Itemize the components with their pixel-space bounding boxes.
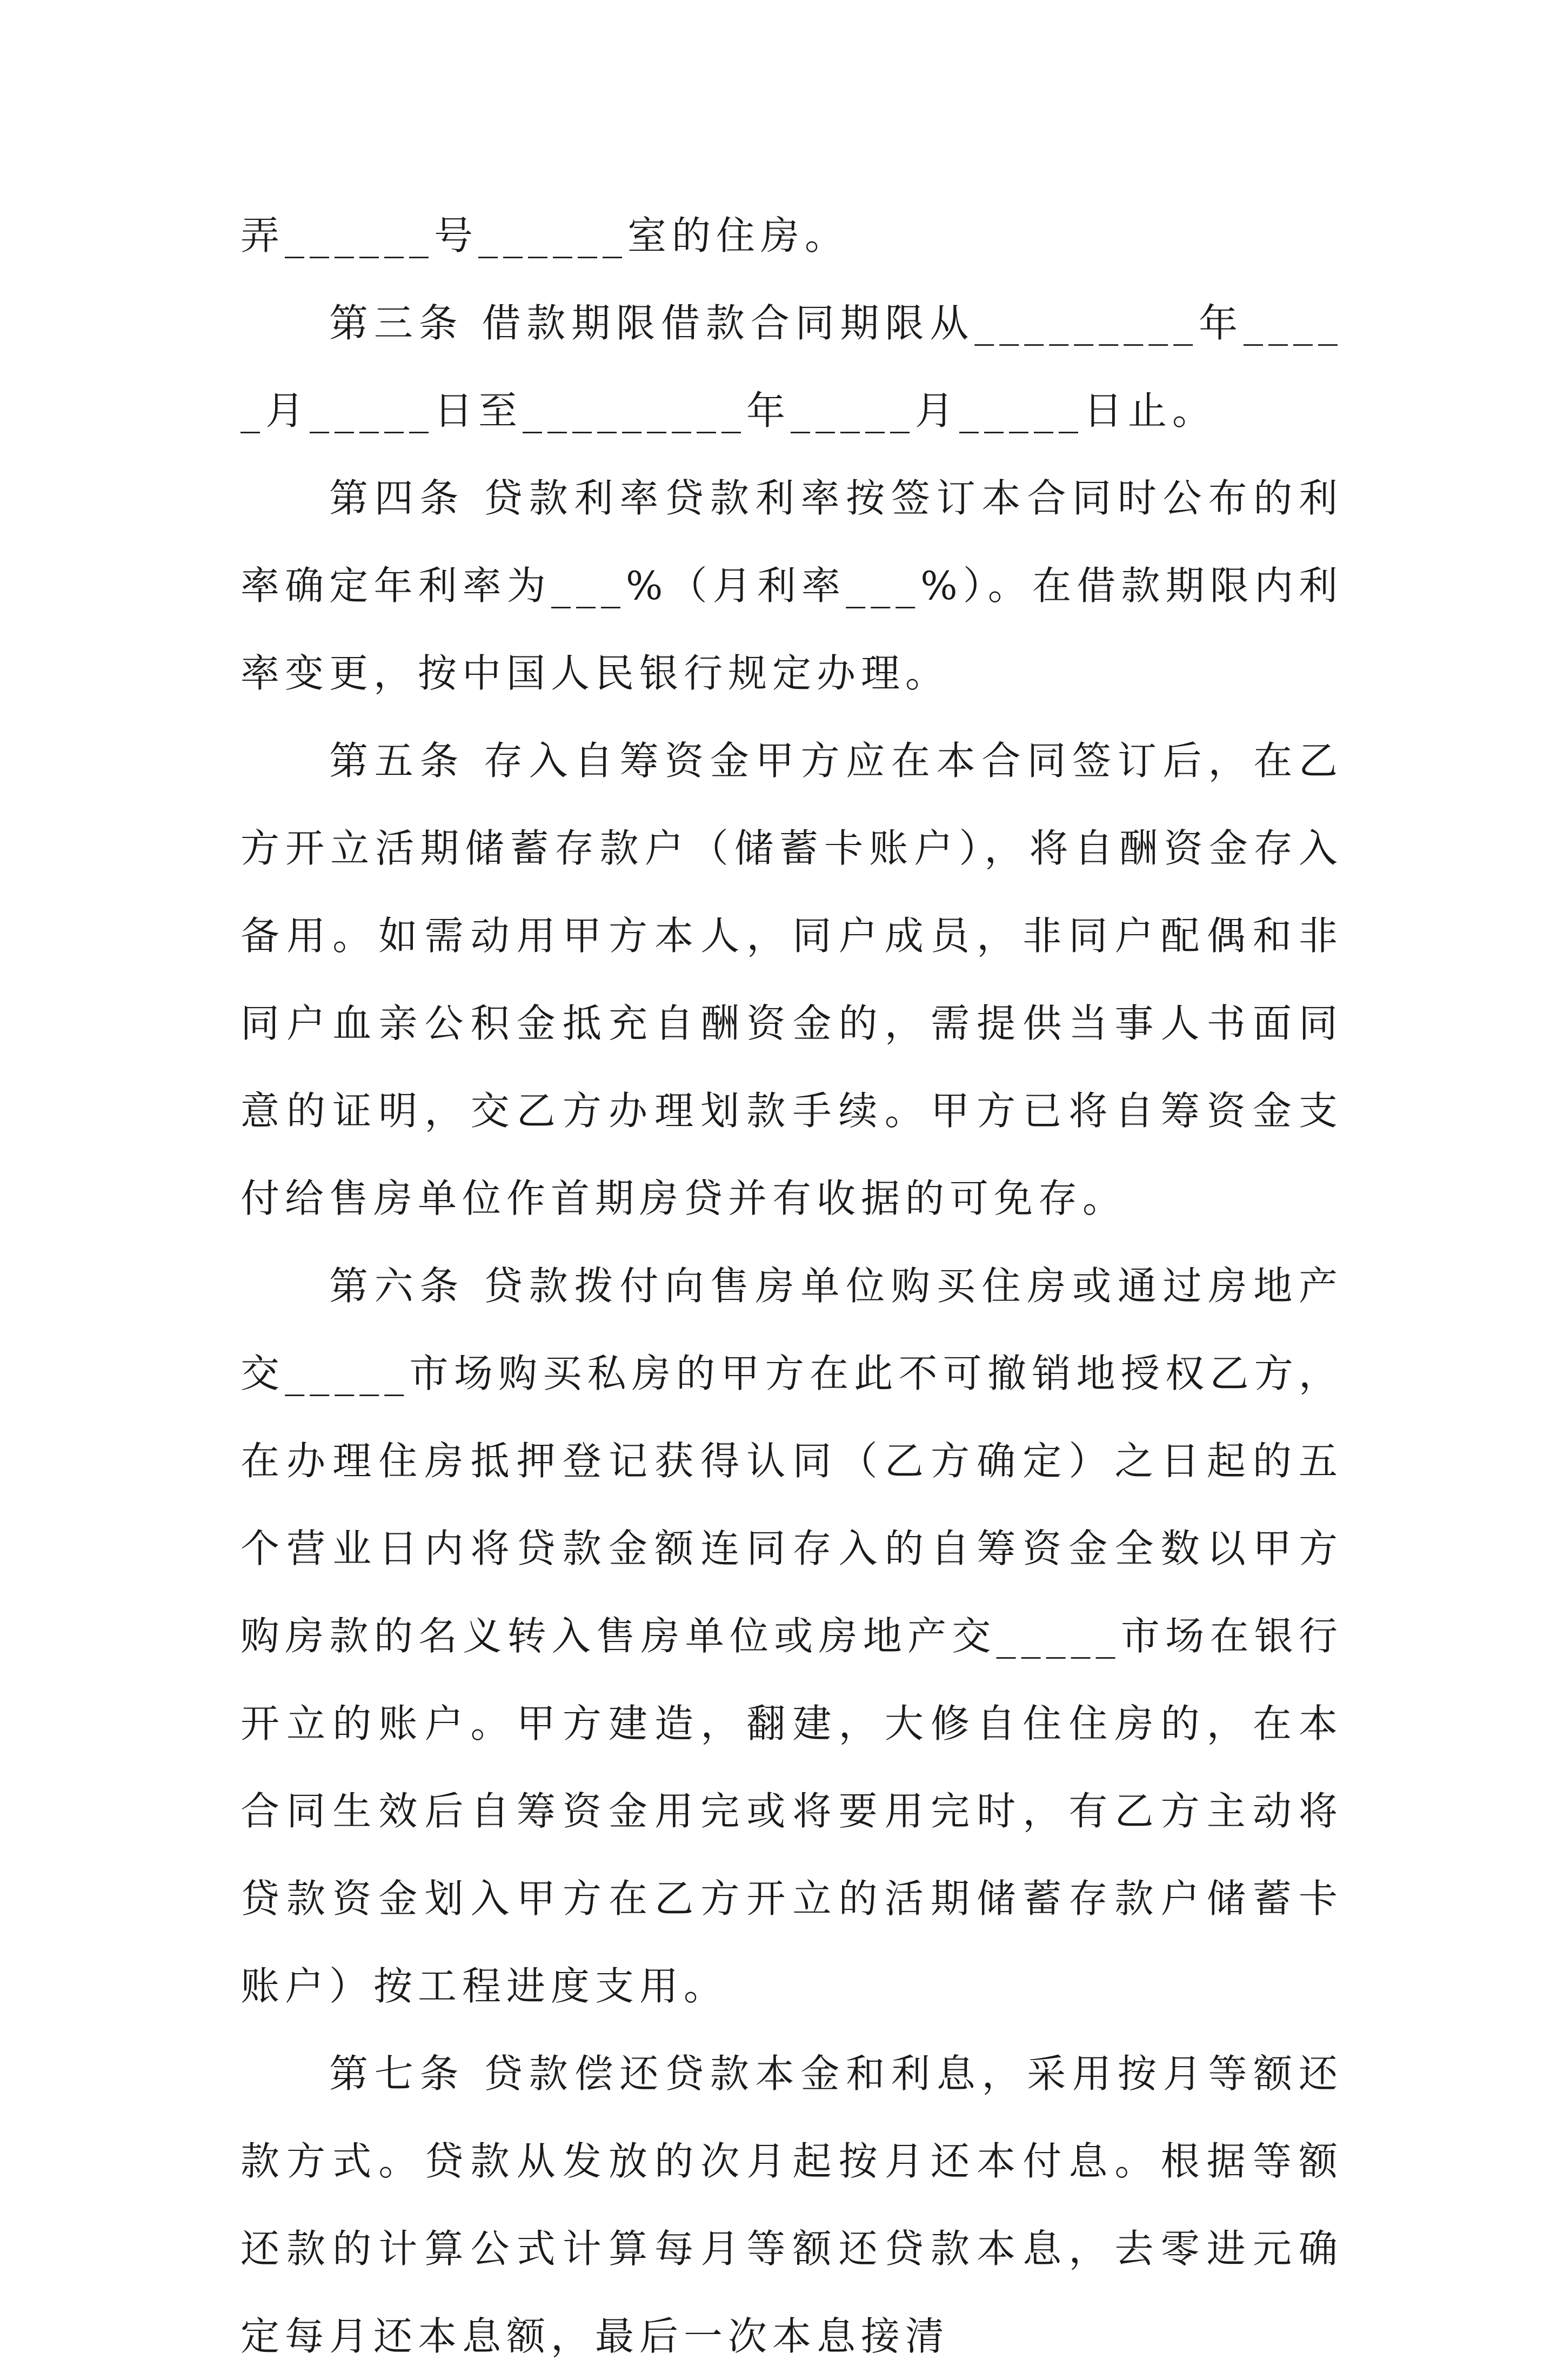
paragraph-article-3: 第三条 借款期限借款合同期限从_________年_____月_____日至_________年_____月_____日止。: [240, 300, 1343, 433]
paragraph-article-4: 第四条 贷款利率贷款利率按签订本合同时公布的利率确定年利率为___%（月利率___%）。在借款期限内利率变更，按中国人民银行规定办理。: [240, 475, 1343, 696]
paragraph-article-6: 第六条 贷款拨付向售房单位购买住房或通过房地产交_____市场购买私房的甲方在此不可撤销地授权乙方，在办理住房抵押登记获得认同（乙方确定）之日起的五个营业日内将贷款金额连同存入的自筹资金全数以甲方购房款的名义转入售房单位或房地产交_____市场在银行开立的账户。甲方建造，翻建，大修自住住房的，在本合同生效后自筹资金用完或将要用完时，有乙方主动将贷款资金划入甲方在乙方开立的活期储蓄存款户储蓄卡账户）按工程进度支用。: [240, 1263, 1343, 2009]
paragraph-article-5: 第五条 存入自筹资金甲方应在本合同签订后，在乙方开立活期储蓄存款户（储蓄卡账户），将自酬资金存入备用。如需动用甲方本人，同户成员，非同户配偶和非同户血亲公积金抵充自酬资金的，需提供当事人书面同意的证明，交乙方办理划款手续。甲方已将自筹资金支付给售房单位作首期房贷并有收据的可免存。: [240, 738, 1343, 1221]
paragraph-continuation: 弄______号______室的住房。: [240, 213, 850, 258]
document-body: [240, 192, 1343, 2380]
paragraph-article-7: 第七条 贷款偿还贷款本金和利息，采用按月等额还款方式。贷款从发放的次月起按月还本付息。根据等额还款的计算公式计算每月等额还贷款本息，去零进元确定每月还本息额，最后一次本息接清: [240, 2051, 1343, 2359]
